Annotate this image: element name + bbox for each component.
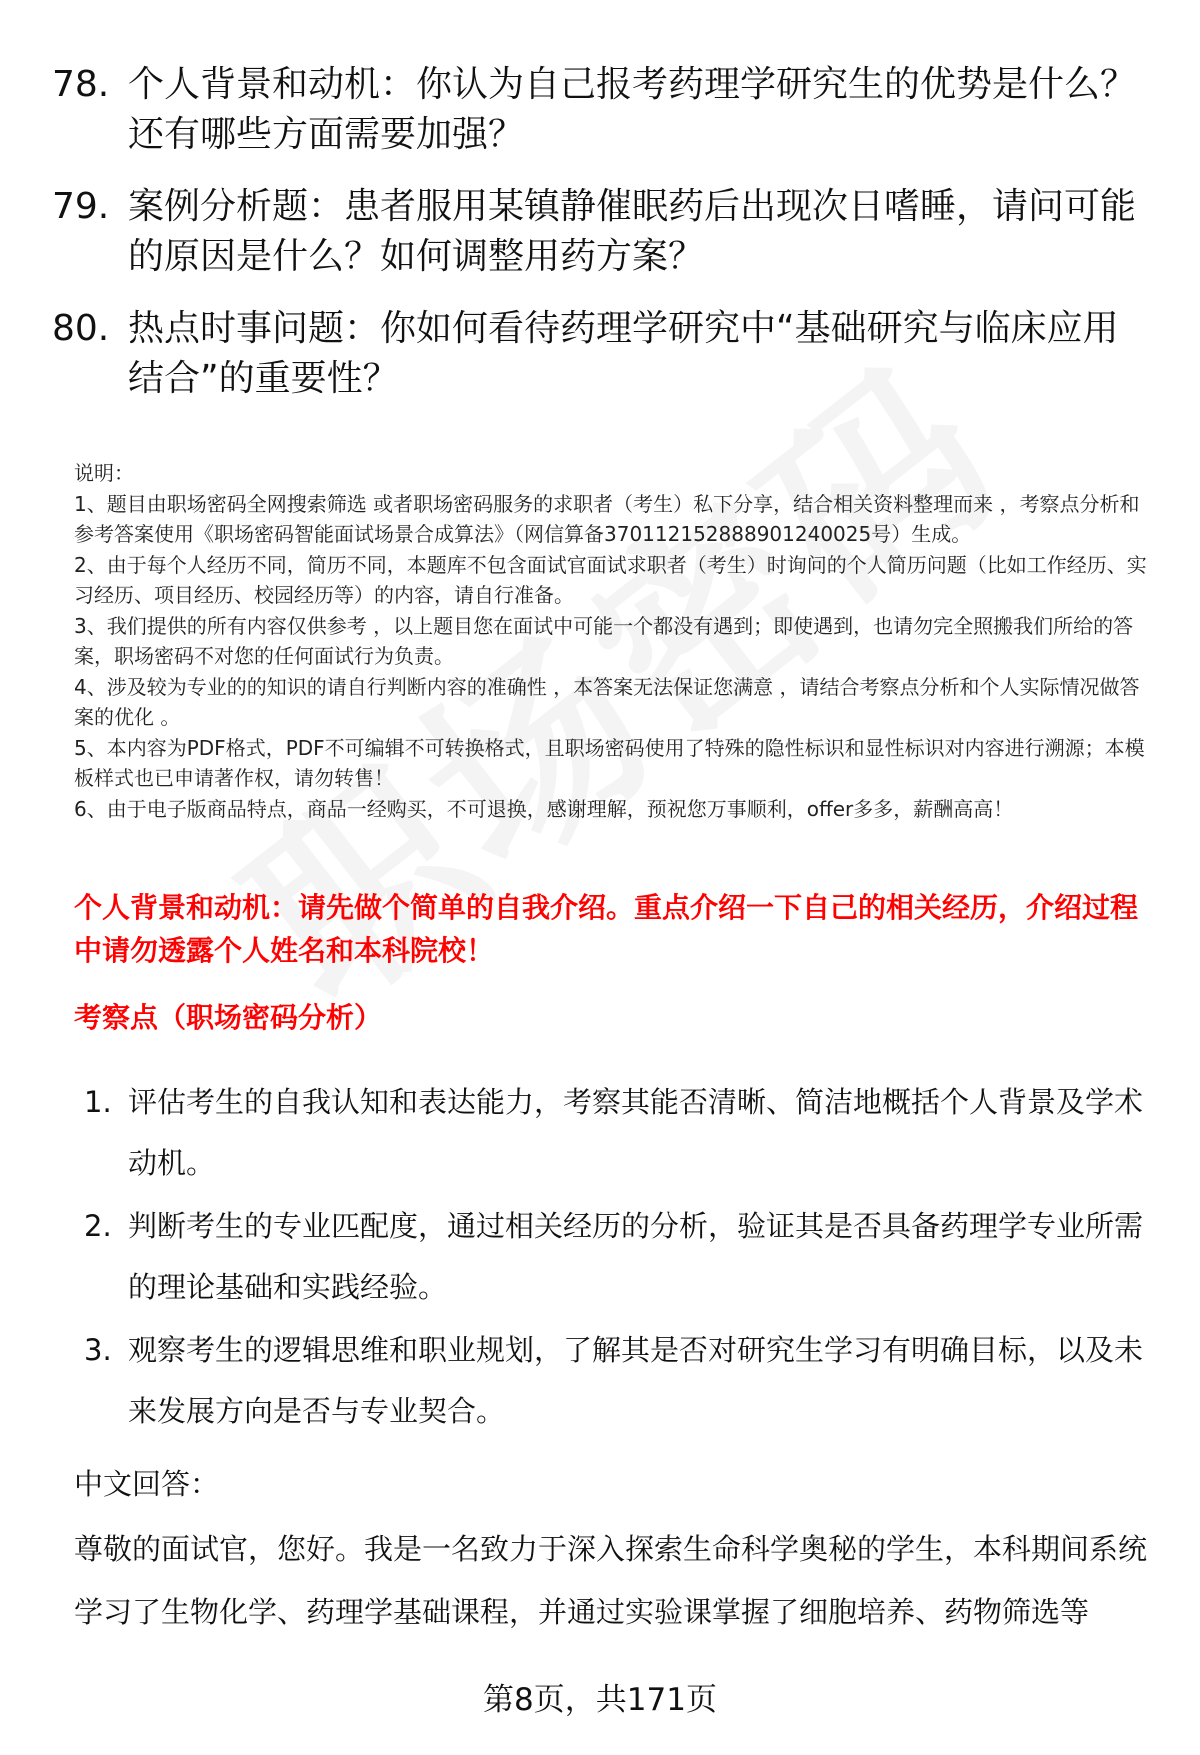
question-item <box>52 182 1152 282</box>
focus-point-number: 1. <box>84 1085 112 1119</box>
question-text: 案例分析题：患者服用某镇静催眠药后出现次日嗜睡，请问可能的原因是什么？如何调整用药方案？ <box>128 186 1137 277</box>
note-item: 6、由于电子版商品特点，商品一经购买，不可退换，感谢理解，预祝您万事顺利，offer多多，薪酬高高！ <box>74 796 1014 821</box>
answer-label: 中文回答： <box>74 1467 220 1501</box>
question-list <box>52 60 1152 426</box>
question-text: 热点时事问题：你如何看待药理学研究中“基础研究与临床应用结合”的重要性？ <box>128 308 1119 399</box>
note-item: 2、由于每个人经历不同，简历不同，本题库不包含面试官面试求职者（考生）时询问的个人简历问题（比如工作经历、实习经历、项目经历、校园经历等）的内容，请自行准备。 <box>74 552 1147 607</box>
question-number: 78. <box>52 64 110 105</box>
question-number: 79. <box>52 186 110 227</box>
page-number: 第8页，共171页 <box>483 1682 717 1718</box>
question-heading: 个人背景和动机：请先做个简单的自我介绍。重点介绍一下自己的相关经历，介绍过程中请勿透露个人姓名和本科院校！ <box>74 891 1139 967</box>
focus-point-text: 评估考生的自我认知和表达能力，考察其能否清晰、简洁地概括个人背景及学术动机。 <box>128 1085 1144 1180</box>
focus-point-text: 观察考生的逻辑思维和职业规划，了解其是否对研究生学习有明确目标，以及未来发展方向是否与专业契合。 <box>128 1333 1144 1428</box>
notes-section <box>74 458 1156 824</box>
question-item <box>52 304 1152 404</box>
notes-title: 说明： <box>74 461 134 485</box>
answer-text: 尊敬的面试官，您好。我是一名致力于深入探索生命科学奥秘的学生，本科期间系统学习了生物化学、药理学基础课程，并通过实验课掌握了细胞培养、药物筛选等 <box>74 1532 1148 1629</box>
focus-point-number: 3. <box>84 1333 112 1367</box>
focus-heading: 考察点（职场密码分析） <box>74 1001 383 1034</box>
note-item: 1、题目由职场密码全网搜索筛选 或者职场密码服务的求职者（考生）私下分享，结合相关资料整理而来 ，考察点分析和参考答案使用《职场密码智能面试场景合成算法》（网信算备370112152888901240025号）生成。 <box>74 491 1140 546</box>
question-item <box>52 60 1152 160</box>
focus-point <box>84 1196 1156 1318</box>
focus-point-text: 判断考生的专业匹配度，通过相关经历的分析，验证其是否具备药理学专业所需的理论基础和实践经验。 <box>128 1209 1144 1304</box>
focus-point-list <box>84 1072 1156 1444</box>
note-item: 3、我们提供的所有内容仅供参考 ，以上题目您在面试中可能一个都没有遇到；即使遇到，也请勿完全照搬我们所给的答案，职场密码不对您的任何面试行为负责。 <box>74 613 1134 668</box>
note-item: 5、本内容为PDF格式，PDF不可编辑不可转换格式，且职场密码使用了特殊的隐性标识和显性标识对内容进行溯源；本模板样式也已申请著作权，请勿转售！ <box>74 735 1145 790</box>
note-item: 4、涉及较为专业的的知识的请自行判断内容的准确性 ，本答案无法保证您满意 ，请结合考察点分析和个人实际情况做答案的优化 。 <box>74 674 1140 729</box>
focus-point-number: 2. <box>84 1209 112 1243</box>
question-text: 个人背景和动机：你认为自己报考药理学研究生的优势是什么？还有哪些方面需要加强？ <box>128 64 1137 155</box>
question-number: 80. <box>52 308 110 349</box>
focus-point <box>84 1072 1156 1194</box>
focus-point <box>84 1320 1156 1442</box>
